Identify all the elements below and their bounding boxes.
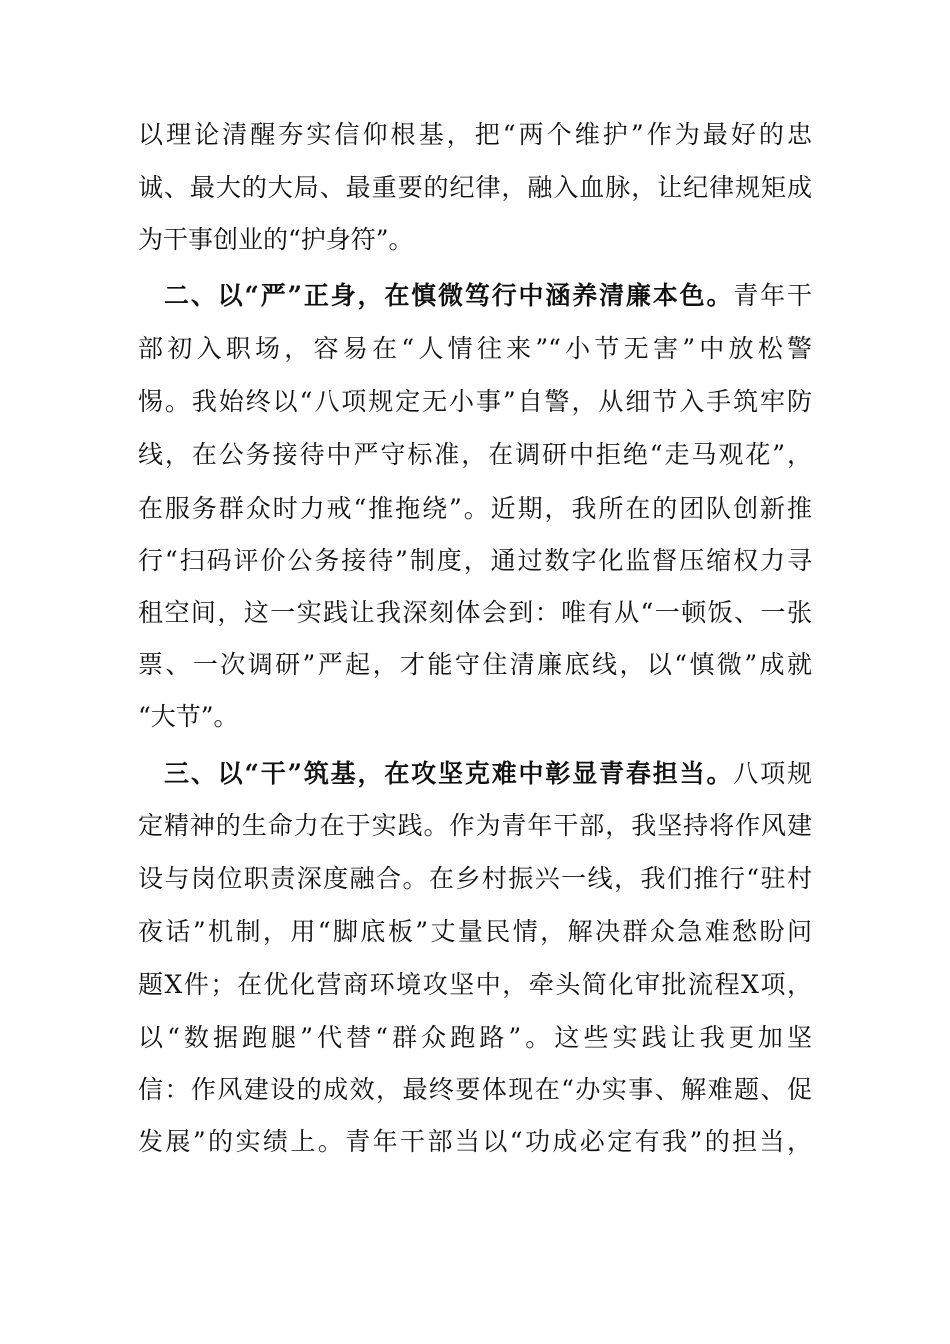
text-line: “大节”。	[138, 702, 239, 731]
text-line: 信：作风建设的成效，最终要体现在“办实事、解难题、促	[138, 1075, 812, 1104]
text-line: 以“数据跑腿”代替“群众跑路”。这些实践让我更加坚	[138, 1023, 812, 1052]
text-line: 题X件；在优化营商环境攻坚中，牵头简化审批流程X项，	[138, 970, 812, 999]
text-line: 线，在公务接待中严守标准，在调研中拒绝“走马观花”，	[138, 440, 812, 469]
text-line: 发展”的实绩上。青年干部当以“功成必定有我”的担当，	[138, 1127, 812, 1156]
text-line: 为干事创业的“护身符”。	[138, 225, 414, 254]
text-line: 设与岗位职责深度融合。在乡村振兴一线，我们推行“驻村	[138, 864, 812, 893]
text-line: 惕。我始终以“八项规定无小事”自警，从细节入手筑牢防	[138, 387, 812, 416]
text-run: 青年干	[733, 281, 812, 310]
text-line: 部初入职场，容易在“人情往来”“小节无害”中放松警	[138, 334, 812, 363]
text-line	[164, 280, 812, 312]
text-line: 定精神的生命力在于实践。作为青年干部，我坚持将作风建	[138, 811, 812, 840]
text-line: 行“扫码评价公务接待”制度，通过数字化监督压缩权力寻	[138, 546, 812, 575]
text-line: 票、一次调研”严起，才能守住清廉底线，以“慎微”成就	[138, 650, 812, 679]
text-run: 八项规	[733, 759, 812, 788]
text-line: 以理论清醒夯实信仰根基，把“两个维护”作为最好的忠	[138, 120, 812, 149]
text-line: 在服务群众时力戒“推拖绕”。近期，我所在的团队创新推	[138, 494, 812, 523]
text-line	[164, 758, 812, 790]
section-heading: 二、以“严”正身，在慎微笃行中涵养清廉本色。	[164, 281, 734, 310]
text-line: 诚、最大的大局、最重要的纪律，融入血脉，让纪律规矩成	[138, 173, 812, 202]
section-heading: 三、以“干”筑基，在攻坚克难中彰显青春担当。	[164, 759, 734, 788]
text-line: 租空间，这一实践让我深刻体会到：唯有从“一顿饭、一张	[138, 598, 812, 627]
text-line: 夜话”机制，用“脚底板”丈量民情，解决群众急难愁盼问	[138, 917, 812, 946]
